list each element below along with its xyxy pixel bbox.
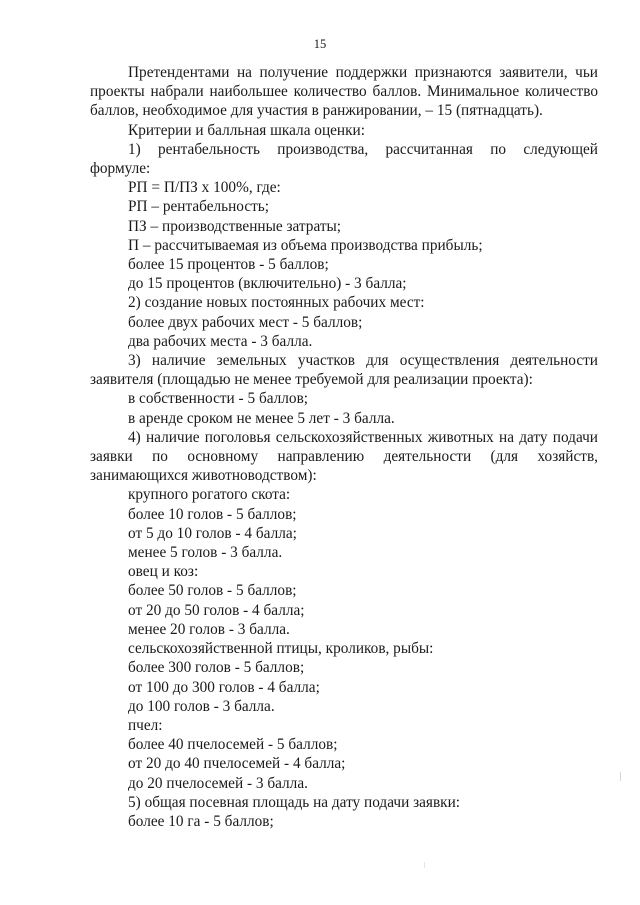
score-line: более 300 голов - 5 баллов; [128, 659, 305, 677]
scan-mark [424, 862, 425, 868]
score-line: более двух рабочих мест - 5 баллов; [128, 313, 363, 331]
formula-def-pz: ПЗ – производственные затраты; [128, 217, 342, 235]
livestock-category: крупного рогатого скота: [128, 486, 291, 504]
score-line: до 20 пчелосемей - 3 балла. [128, 774, 308, 792]
scan-mark [620, 772, 621, 781]
criterion-3-title: 3) наличие земельных участков для осуществления деятельности заявителя (площадью не менее требуемой для реализации проекта): [90, 352, 598, 389]
score-line: от 5 до 10 голов - 4 балла; [128, 524, 297, 542]
paragraph-applicants-selection: Претендентами на получение поддержки признаются заявители, чьи проекты набрали наибольшее количество баллов. Минимальное количество баллов, необходимое для участия в ранжировании, – 15 (пятнадцать). [90, 64, 598, 120]
score-line: в собственности - 5 баллов; [128, 390, 309, 408]
livestock-category: овец и коз: [128, 563, 199, 581]
page-number: 15 [313, 37, 327, 51]
livestock-category: сельскохозяйственной птицы, кроликов, рыбы: [128, 640, 434, 658]
criterion-1-title-cont: формуле: [90, 160, 151, 178]
score-line: более 50 голов - 5 баллов; [128, 582, 297, 600]
criterion-1-title: 1) рентабельность производства, рассчитанная по следующей [128, 140, 598, 158]
score-line: до 15 процентов (включительно) - 3 балла; [128, 275, 407, 293]
formula-line: РП = П/ПЗ х 100%, где: [128, 179, 281, 197]
score-line: от 20 до 40 пчелосемей - 4 балла; [128, 755, 346, 773]
formula-def-rp: РП – рентабельность; [128, 198, 270, 216]
score-line: два рабочих места - 3 балла. [128, 332, 313, 350]
score-line: более 10 га - 5 баллов; [128, 812, 274, 830]
document-body [90, 63, 598, 831]
score-line: менее 20 голов - 3 балла. [128, 620, 290, 638]
criterion-2-title: 2) создание новых постоянных рабочих мест: [128, 294, 425, 312]
score-line: более 40 пчелосемей - 5 баллов; [128, 736, 338, 754]
criterion-4-title: 4) наличие поголовья сельскохозяйственных животных на дату подачи заявки по основному направлению деятельности (для хозяйств, занимающихся животноводством): [90, 428, 598, 485]
score-line: менее 5 голов - 3 балла. [128, 544, 283, 562]
score-line: более 10 голов - 5 баллов; [128, 505, 297, 523]
score-line: более 15 процентов - 5 баллов; [128, 256, 329, 274]
score-line: от 20 до 50 голов - 4 балла; [128, 601, 305, 619]
criteria-heading: Критерии и балльная шкала оценки: [128, 121, 365, 139]
livestock-category: пчел: [128, 716, 163, 734]
score-line: в аренде сроком не менее 5 лет - 3 балла. [128, 409, 395, 427]
score-line: от 100 до 300 голов - 4 балла; [128, 678, 320, 696]
formula-def-p: П – рассчитываемая из объема производства прибыль; [128, 236, 483, 254]
score-line: до 100 голов - 3 балла. [128, 697, 275, 715]
criterion-5-title: 5) общая посевная площадь на дату подачи заявки: [128, 793, 461, 811]
